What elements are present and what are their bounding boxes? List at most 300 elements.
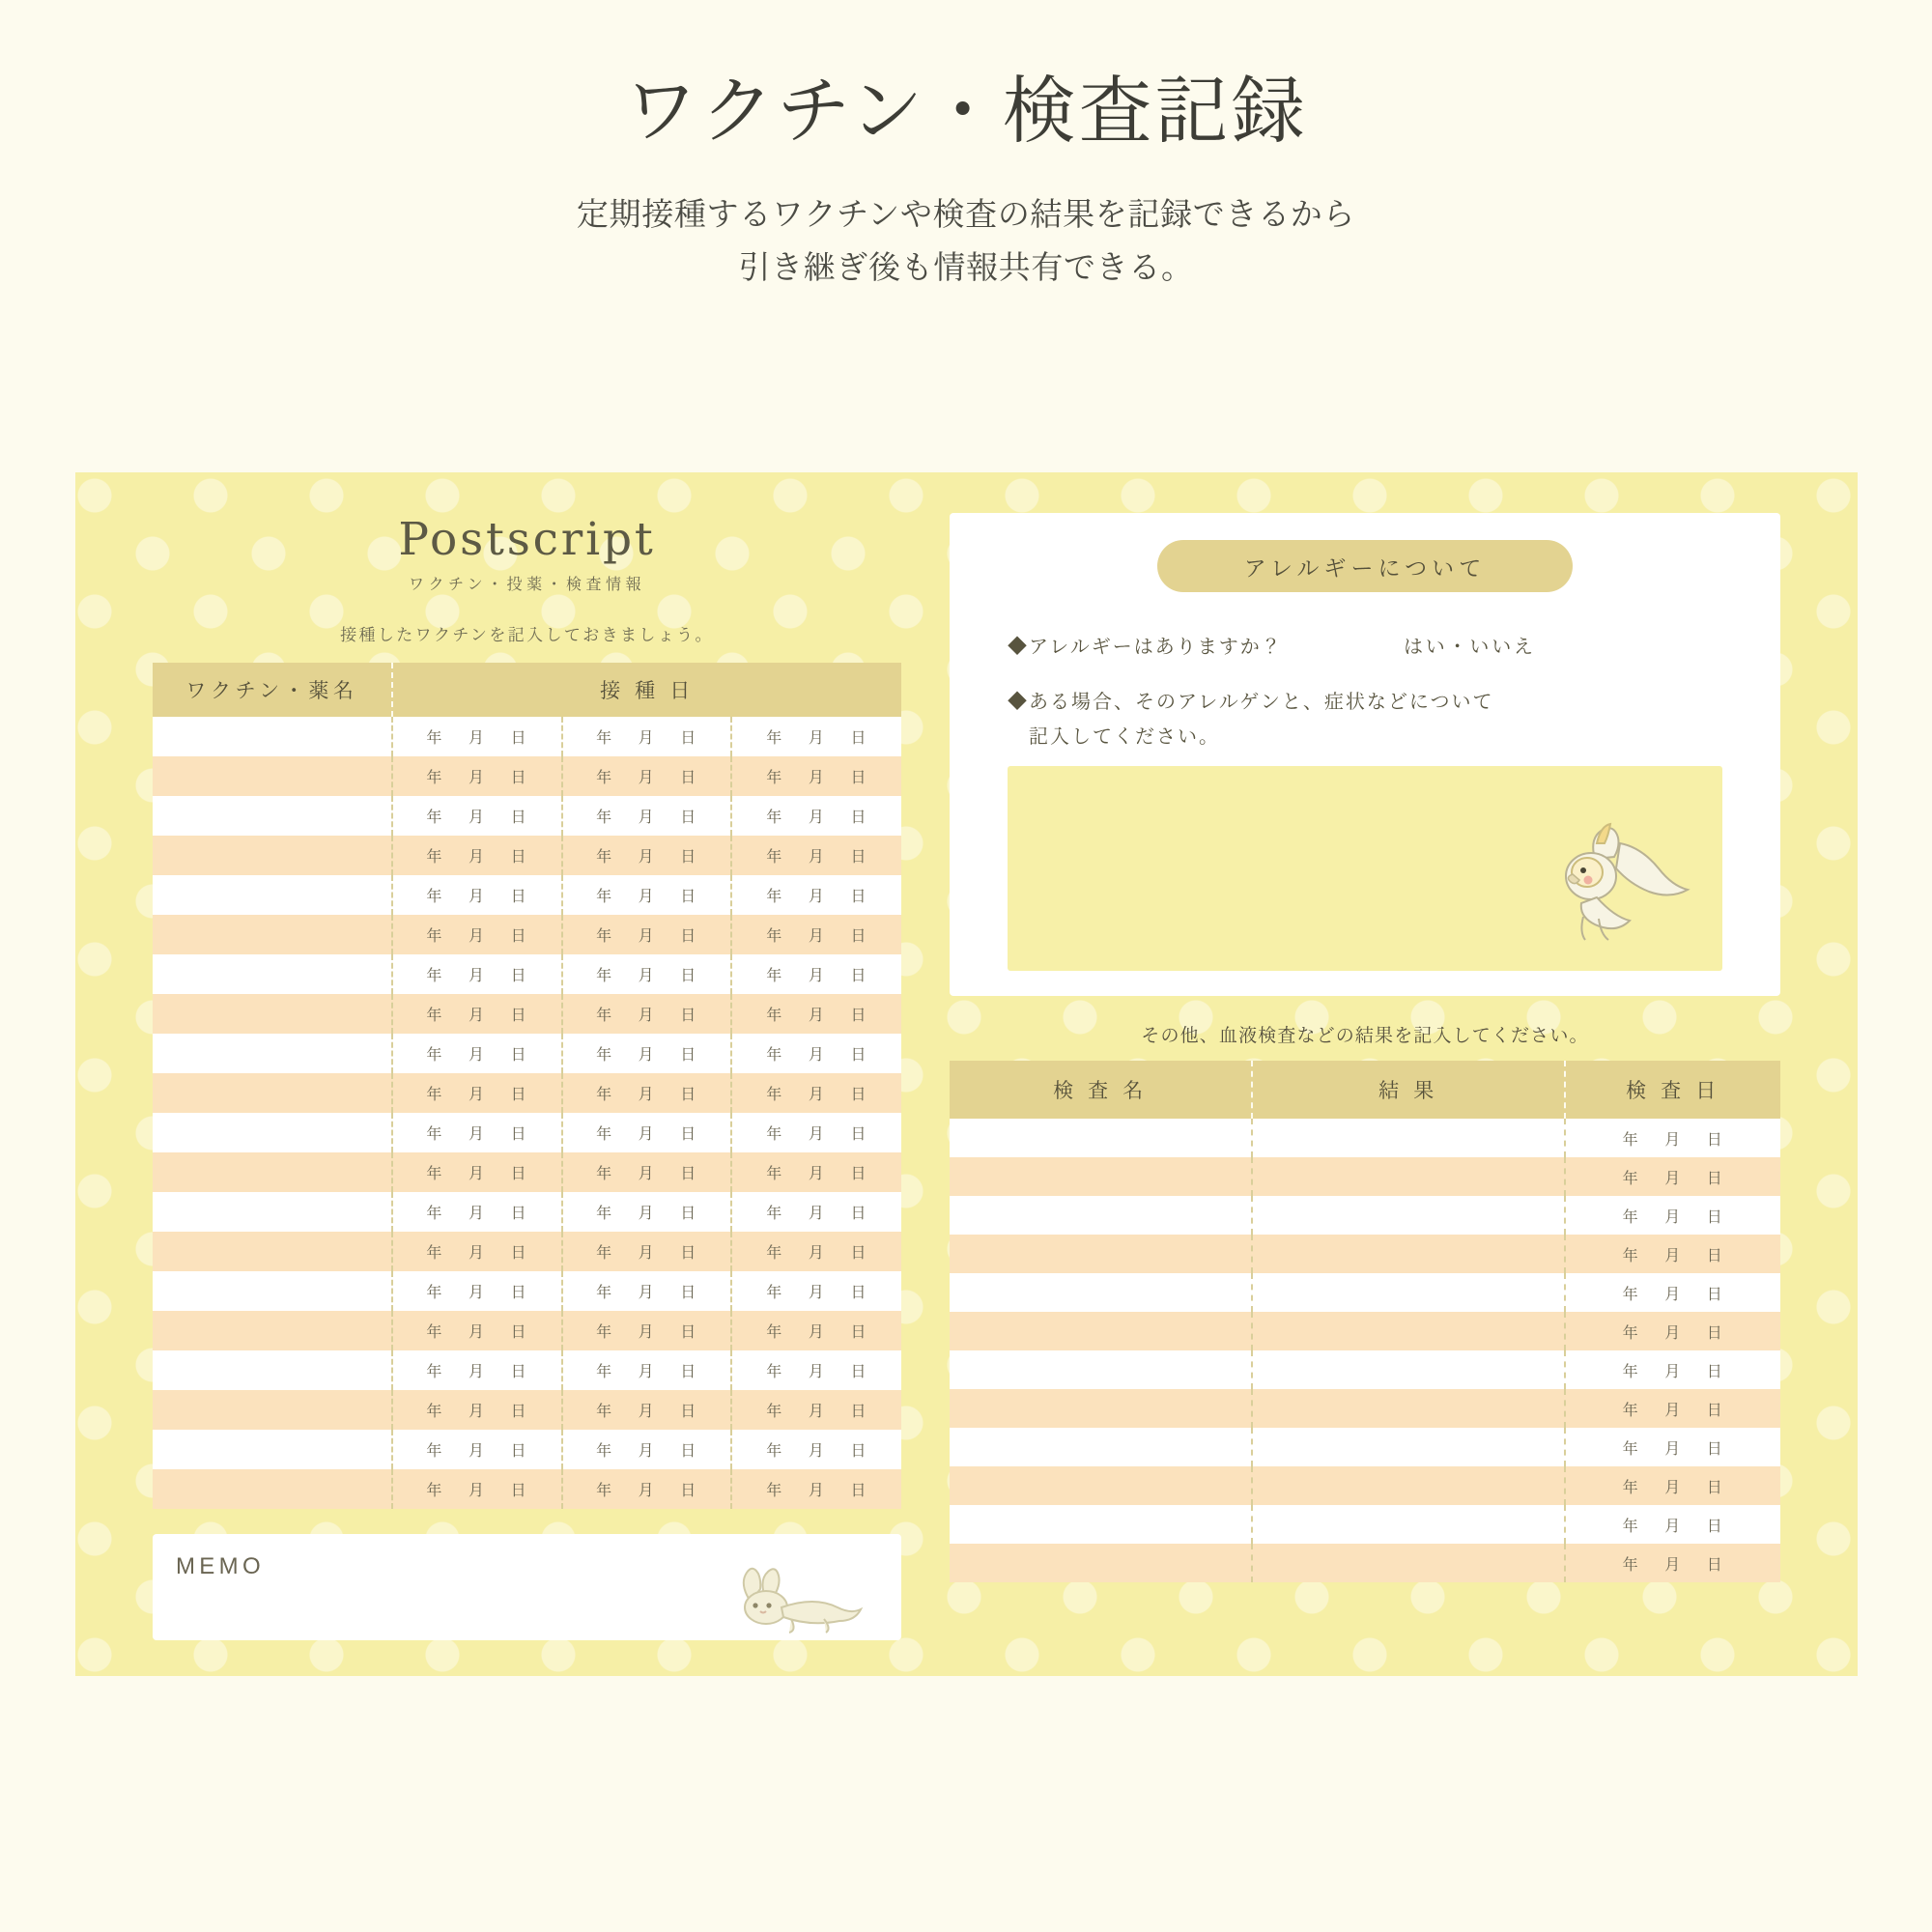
date-fields[interactable] [393, 1073, 561, 1113]
month-label: 月 [638, 849, 656, 866]
month-label: 月 [638, 928, 656, 945]
vaccine-name-cell[interactable] [153, 1311, 392, 1350]
exam-name-cell[interactable] [950, 1273, 1252, 1312]
year-label: 年 [596, 1047, 613, 1064]
vaccine-date-cell[interactable] [392, 1113, 562, 1152]
vaccine-date-cell[interactable] [392, 756, 562, 796]
vaccine-date-cell[interactable] [392, 1311, 562, 1350]
exam-date-cell[interactable] [1565, 1466, 1780, 1505]
exam-name-cell[interactable] [950, 1428, 1252, 1466]
month-label: 月 [638, 1443, 656, 1460]
exam-date-cell[interactable] [1565, 1312, 1780, 1350]
date-fields[interactable] [563, 1232, 731, 1271]
year-label: 年 [426, 1285, 444, 1301]
vaccine-date-cell[interactable] [392, 1034, 562, 1073]
vaccine-date-cell[interactable] [731, 1034, 901, 1073]
year-label: 年 [766, 1483, 783, 1499]
date-fields[interactable] [393, 1430, 561, 1469]
year-label: 年 [426, 928, 444, 945]
vaccine-name-cell[interactable] [153, 1232, 392, 1271]
exam-result-cell[interactable] [1252, 1196, 1565, 1235]
vaccine-date-cell[interactable] [562, 717, 732, 756]
date-fields[interactable] [393, 915, 561, 954]
exam-name-cell[interactable] [950, 1466, 1252, 1505]
year-label: 年 [1622, 1170, 1640, 1187]
day-label: 日 [510, 889, 528, 905]
vaccine-date-cell[interactable] [731, 1232, 901, 1271]
exam-date-cell[interactable] [1565, 1273, 1780, 1312]
exam-name-cell[interactable] [950, 1312, 1252, 1350]
vaccine-date-cell[interactable] [392, 1232, 562, 1271]
vaccine-date-cell[interactable] [731, 756, 901, 796]
day-label: 日 [850, 849, 868, 866]
year-label: 年 [426, 849, 444, 866]
date-fields[interactable] [393, 875, 561, 915]
date-fields[interactable] [563, 717, 731, 756]
date-fields[interactable] [732, 1271, 901, 1311]
vaccine-name-header: ワクチン・薬名 [153, 663, 392, 717]
month-label: 月 [469, 1324, 486, 1341]
exam-date-fields[interactable] [1566, 1312, 1780, 1350]
date-fields[interactable] [393, 1034, 561, 1073]
rabbit-illustration [724, 1551, 868, 1634]
date-fields[interactable] [732, 1430, 901, 1469]
date-fields[interactable] [563, 836, 731, 875]
vaccine-section [153, 513, 901, 1640]
vaccine-date-cell[interactable] [392, 1152, 562, 1192]
day-label: 日 [680, 1324, 697, 1341]
vaccine-date-cell[interactable] [731, 836, 901, 875]
month-label: 月 [808, 810, 826, 826]
day-label: 日 [680, 1404, 697, 1420]
month-label: 月 [469, 1404, 486, 1420]
vaccine-date-cell[interactable] [392, 994, 562, 1034]
vaccine-table-row [153, 1271, 901, 1311]
vaccine-date-cell[interactable] [562, 1469, 732, 1509]
day-label: 日 [510, 1483, 528, 1499]
day-label: 日 [850, 1126, 868, 1143]
vaccine-name-cell[interactable] [153, 915, 392, 954]
date-fields[interactable] [732, 756, 901, 796]
exam-date-fields[interactable] [1566, 1157, 1780, 1196]
date-fields[interactable] [732, 1152, 901, 1192]
day-label: 日 [510, 1008, 528, 1024]
allergy-question-2 [1008, 685, 1494, 754]
year-label: 年 [1622, 1402, 1640, 1419]
exam-name-cell[interactable] [950, 1235, 1252, 1273]
year-label: 年 [426, 1364, 444, 1380]
date-fields[interactable] [563, 1034, 731, 1073]
year-label: 年 [766, 1443, 783, 1460]
exam-date-cell[interactable] [1565, 1389, 1780, 1428]
memo-box[interactable] [153, 1534, 901, 1640]
month-label: 月 [469, 1443, 486, 1460]
vaccine-name-cell[interactable] [153, 994, 392, 1034]
year-label: 年 [1622, 1286, 1640, 1303]
month-label: 月 [638, 1008, 656, 1024]
vaccine-name-cell[interactable] [153, 1034, 392, 1073]
vaccine-date-cell[interactable] [392, 1430, 562, 1469]
day-label: 日 [510, 928, 528, 945]
date-fields[interactable] [563, 1271, 731, 1311]
exam-result-cell[interactable] [1252, 1350, 1565, 1389]
year-label: 年 [766, 1364, 783, 1380]
exam-date-cell[interactable] [1565, 1235, 1780, 1273]
vaccine-date-cell[interactable] [731, 1430, 901, 1469]
date-fields[interactable] [732, 915, 901, 954]
vaccine-date-cell[interactable] [731, 1469, 901, 1509]
exam-table-row [950, 1157, 1780, 1196]
vaccine-date-cell[interactable] [392, 1271, 562, 1311]
month-label: 月 [808, 1206, 826, 1222]
date-fields[interactable] [393, 1350, 561, 1390]
vaccine-name-cell[interactable] [153, 1192, 392, 1232]
exam-result-cell[interactable] [1252, 1428, 1565, 1466]
vaccine-table-row [153, 1390, 901, 1430]
exam-date-cell[interactable] [1565, 1505, 1780, 1544]
year-label: 年 [596, 1245, 613, 1262]
vaccine-date-cell[interactable] [731, 1390, 901, 1430]
exam-date-fields[interactable] [1566, 1428, 1780, 1466]
date-fields[interactable] [732, 1311, 901, 1350]
vaccine-date-cell[interactable] [731, 796, 901, 836]
vaccine-date-cell[interactable] [392, 1469, 562, 1509]
month-label: 月 [469, 1483, 486, 1499]
exam-date-fields[interactable] [1566, 1389, 1780, 1428]
date-fields[interactable] [563, 1311, 731, 1350]
date-fields[interactable] [563, 1350, 731, 1390]
year-label: 年 [426, 1245, 444, 1262]
date-fields[interactable] [732, 1469, 901, 1509]
vaccine-date-cell[interactable] [392, 1350, 562, 1390]
month-label: 月 [1664, 1402, 1682, 1419]
day-label: 日 [680, 730, 697, 747]
exam-result-cell[interactable] [1252, 1544, 1565, 1582]
day-label: 日 [510, 730, 528, 747]
month-label: 月 [638, 1404, 656, 1420]
day-label: 日 [850, 889, 868, 905]
month-label: 月 [808, 1483, 826, 1499]
allergy-question-1: ◆アレルギーはありますか？ [1008, 637, 1283, 658]
day-label: 日 [680, 770, 697, 786]
day-label: 日 [680, 1166, 697, 1182]
vaccine-date-cell[interactable] [392, 1073, 562, 1113]
date-fields[interactable] [563, 915, 731, 954]
vaccine-date-cell[interactable] [562, 1113, 732, 1152]
date-fields[interactable] [732, 1034, 901, 1073]
vaccine-date-cell[interactable] [562, 1232, 732, 1271]
date-fields[interactable] [563, 994, 731, 1034]
date-fields[interactable] [732, 1350, 901, 1390]
vaccine-date-cell[interactable] [392, 915, 562, 954]
month-label: 月 [469, 730, 486, 747]
exam-date-fields[interactable] [1566, 1350, 1780, 1389]
vaccine-date-cell[interactable] [562, 796, 732, 836]
exam-name-cell[interactable] [950, 1196, 1252, 1235]
exam-table-row [950, 1312, 1780, 1350]
month-label: 月 [469, 849, 486, 866]
date-fields[interactable] [393, 1232, 561, 1271]
day-label: 日 [850, 1404, 868, 1420]
day-label: 日 [1706, 1324, 1724, 1342]
date-fields[interactable] [563, 1073, 731, 1113]
year-label: 年 [766, 770, 783, 786]
year-label: 年 [596, 1364, 613, 1380]
date-fields[interactable] [732, 717, 901, 756]
day-label: 日 [850, 928, 868, 945]
exam-result-cell[interactable] [1252, 1235, 1565, 1273]
date-fields[interactable] [732, 1232, 901, 1271]
vaccine-date-cell[interactable] [562, 994, 732, 1034]
date-fields[interactable] [393, 1113, 561, 1152]
date-fields[interactable] [393, 1390, 561, 1430]
allergy-question-2-line-2: 記入してください。 [1008, 726, 1220, 748]
date-fields[interactable] [732, 1113, 901, 1152]
exam-date-fields[interactable] [1566, 1119, 1780, 1157]
vaccine-date-cell[interactable] [562, 1311, 732, 1350]
vaccine-date-cell[interactable] [731, 1152, 901, 1192]
vaccine-date-cell[interactable] [562, 875, 732, 915]
date-fields[interactable] [393, 1152, 561, 1192]
year-label: 年 [1622, 1247, 1640, 1264]
exam-name-header: 検 査 名 [950, 1061, 1252, 1119]
vaccine-table-row [153, 954, 901, 994]
vaccine-date-cell[interactable] [392, 1390, 562, 1430]
vaccine-date-cell[interactable] [731, 1192, 901, 1232]
allergy-write-area[interactable] [1008, 766, 1722, 971]
month-label: 月 [808, 730, 826, 747]
date-fields[interactable] [393, 1192, 561, 1232]
year-label: 年 [426, 1008, 444, 1024]
vaccine-date-cell[interactable] [562, 756, 732, 796]
year-label: 年 [426, 1443, 444, 1460]
month-label: 月 [469, 889, 486, 905]
vaccine-date-cell[interactable] [392, 954, 562, 994]
day-label: 日 [680, 1245, 697, 1262]
date-fields[interactable] [563, 875, 731, 915]
day-label: 日 [850, 1324, 868, 1341]
vaccine-date-cell[interactable] [392, 796, 562, 836]
vaccine-date-cell[interactable] [392, 717, 562, 756]
exam-result-cell[interactable] [1252, 1157, 1565, 1196]
exam-table-row [950, 1428, 1780, 1466]
vaccine-name-cell[interactable] [153, 954, 392, 994]
vaccine-date-cell[interactable] [562, 915, 732, 954]
month-label: 月 [638, 730, 656, 747]
day-label: 日 [850, 1245, 868, 1262]
month-label: 月 [808, 1087, 826, 1103]
month-label: 月 [808, 1443, 826, 1460]
vaccine-instruction: 接種したワクチンを記入しておきましょう。 [340, 626, 714, 644]
year-label: 年 [1622, 1518, 1640, 1535]
exam-name-cell[interactable] [950, 1350, 1252, 1389]
date-fields[interactable] [732, 1390, 901, 1430]
month-label: 月 [1664, 1170, 1682, 1187]
date-fields[interactable] [732, 796, 901, 836]
vaccine-name-cell[interactable] [153, 717, 392, 756]
exam-name-cell[interactable] [950, 1119, 1252, 1157]
exam-date-cell[interactable] [1565, 1119, 1780, 1157]
month-label: 月 [808, 928, 826, 945]
postscript-subtitle: ワクチン・投薬・検査情報 [409, 577, 645, 593]
vaccine-name-cell[interactable] [153, 836, 392, 875]
vaccine-date-cell[interactable] [562, 1390, 732, 1430]
date-fields[interactable] [732, 1192, 901, 1232]
exam-result-cell[interactable] [1252, 1505, 1565, 1544]
vaccine-name-cell[interactable] [153, 1073, 392, 1113]
day-label: 日 [510, 1285, 528, 1301]
vaccine-name-cell[interactable] [153, 1469, 392, 1509]
cockatiel-bird-illustration [1527, 816, 1701, 961]
day-label: 日 [510, 810, 528, 826]
date-fields[interactable] [563, 1113, 731, 1152]
vaccine-date-cell[interactable] [731, 1350, 901, 1390]
vaccine-date-cell[interactable] [562, 836, 732, 875]
date-fields[interactable] [563, 796, 731, 836]
year-label: 年 [426, 1126, 444, 1143]
exam-date-cell[interactable] [1565, 1544, 1780, 1582]
exam-result-cell[interactable] [1252, 1273, 1565, 1312]
vaccine-date-cell[interactable] [731, 875, 901, 915]
vaccine-date-cell[interactable] [392, 836, 562, 875]
month-label: 月 [1664, 1208, 1682, 1226]
date-fields[interactable] [732, 1073, 901, 1113]
exam-date-fields[interactable] [1566, 1544, 1780, 1582]
date-fields[interactable] [563, 1192, 731, 1232]
day-label: 日 [850, 1285, 868, 1301]
vaccine-date-cell[interactable] [562, 1430, 732, 1469]
month-label: 月 [638, 1364, 656, 1380]
vaccine-date-cell[interactable] [731, 1311, 901, 1350]
day-label: 日 [510, 1443, 528, 1460]
month-label: 月 [808, 1126, 826, 1143]
date-fields[interactable] [393, 756, 561, 796]
date-fields[interactable] [563, 1390, 731, 1430]
month-label: 月 [808, 1008, 826, 1024]
year-label: 年 [1622, 1324, 1640, 1342]
exam-name-cell[interactable] [950, 1389, 1252, 1428]
date-fields[interactable] [563, 1469, 731, 1509]
vaccine-name-cell[interactable] [153, 1152, 392, 1192]
vaccine-date-cell[interactable] [731, 954, 901, 994]
vaccine-date-cell[interactable] [731, 1073, 901, 1113]
vaccine-date-cell[interactable] [562, 1271, 732, 1311]
exam-name-cell[interactable] [950, 1505, 1252, 1544]
exam-name-cell[interactable] [950, 1544, 1252, 1582]
date-fields[interactable] [393, 836, 561, 875]
date-fields[interactable] [393, 994, 561, 1034]
exam-date-fields[interactable] [1566, 1273, 1780, 1312]
vaccine-date-cell[interactable] [562, 1034, 732, 1073]
day-label: 日 [850, 968, 868, 984]
date-fields[interactable] [563, 954, 731, 994]
exam-result-cell[interactable] [1252, 1466, 1565, 1505]
vaccine-date-cell[interactable] [392, 875, 562, 915]
exam-date-fields[interactable] [1566, 1466, 1780, 1505]
exam-date-fields[interactable] [1566, 1235, 1780, 1273]
month-label: 月 [1664, 1363, 1682, 1380]
month-label: 月 [808, 1285, 826, 1301]
year-label: 年 [596, 889, 613, 905]
exam-result-cell[interactable] [1252, 1312, 1565, 1350]
day-label: 日 [680, 968, 697, 984]
vaccine-table-row [153, 756, 901, 796]
exam-date-fields[interactable] [1566, 1505, 1780, 1544]
date-fields[interactable] [563, 1430, 731, 1469]
year-label: 年 [596, 1126, 613, 1143]
exam-table-row [950, 1505, 1780, 1544]
exam-date-fields[interactable] [1566, 1196, 1780, 1235]
day-label: 日 [680, 1087, 697, 1103]
day-label: 日 [680, 1126, 697, 1143]
day-label: 日 [1706, 1131, 1724, 1149]
exam-date-cell[interactable] [1565, 1350, 1780, 1389]
date-fields[interactable] [393, 954, 561, 994]
allergy-answer-choice[interactable]: はい・いいえ [1404, 637, 1536, 658]
date-fields[interactable] [563, 1152, 731, 1192]
vaccine-date-cell[interactable] [731, 1271, 901, 1311]
vaccine-name-cell[interactable] [153, 1430, 392, 1469]
vaccine-date-cell[interactable] [562, 954, 732, 994]
date-fields[interactable] [563, 756, 731, 796]
vaccine-name-cell[interactable] [153, 1113, 392, 1152]
day-label: 日 [850, 1087, 868, 1103]
exam-result-cell[interactable] [1252, 1119, 1565, 1157]
vaccine-date-cell[interactable] [562, 1350, 732, 1390]
date-fields[interactable] [393, 796, 561, 836]
exam-date-cell[interactable] [1565, 1196, 1780, 1235]
year-label: 年 [426, 770, 444, 786]
day-label: 日 [1706, 1518, 1724, 1535]
date-fields[interactable] [393, 1271, 561, 1311]
vaccine-name-cell[interactable] [153, 756, 392, 796]
date-fields[interactable] [393, 1469, 561, 1509]
vaccine-name-cell[interactable] [153, 1271, 392, 1311]
month-label: 月 [1664, 1556, 1682, 1574]
date-fields[interactable] [732, 836, 901, 875]
vaccine-name-cell[interactable] [153, 1350, 392, 1390]
vaccine-date-cell[interactable] [731, 1113, 901, 1152]
date-fields[interactable] [393, 717, 561, 756]
day-label: 日 [510, 1364, 528, 1380]
vaccine-name-cell[interactable] [153, 1390, 392, 1430]
vaccine-date-cell[interactable] [562, 1192, 732, 1232]
date-fields[interactable] [732, 875, 901, 915]
vaccine-name-cell[interactable] [153, 796, 392, 836]
day-label: 日 [510, 1324, 528, 1341]
exam-date-cell[interactable] [1565, 1157, 1780, 1196]
vaccine-date-cell[interactable] [731, 915, 901, 954]
date-fields[interactable] [393, 1311, 561, 1350]
vaccine-date-cell[interactable] [731, 994, 901, 1034]
exam-result-cell[interactable] [1252, 1389, 1565, 1428]
exam-name-cell[interactable] [950, 1157, 1252, 1196]
date-fields[interactable] [732, 994, 901, 1034]
vaccine-date-cell[interactable] [562, 1073, 732, 1113]
vaccine-date-cell[interactable] [392, 1192, 562, 1232]
vaccine-name-cell[interactable] [153, 875, 392, 915]
date-fields[interactable] [732, 954, 901, 994]
vaccine-date-cell[interactable] [731, 717, 901, 756]
exam-date-cell[interactable] [1565, 1428, 1780, 1466]
month-label: 月 [469, 770, 486, 786]
month-label: 月 [638, 1324, 656, 1341]
vaccine-date-cell[interactable] [562, 1152, 732, 1192]
day-label: 日 [510, 1087, 528, 1103]
year-label: 年 [596, 1404, 613, 1420]
day-label: 日 [850, 1206, 868, 1222]
year-label: 年 [426, 1206, 444, 1222]
